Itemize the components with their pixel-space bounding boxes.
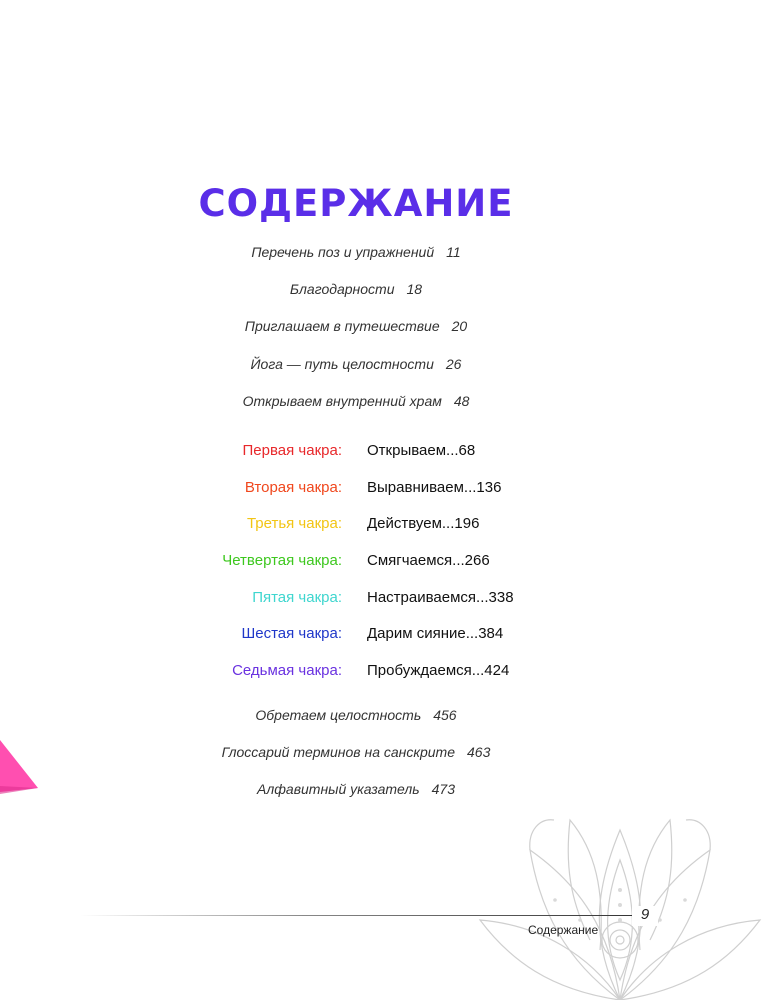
toc-entry-label: Приглашаем в путешествие (244, 318, 440, 334)
chakra-name: Первая чакра: (242, 442, 342, 459)
chakra-chapter: Дарим сияние...384 (367, 625, 504, 642)
toc-entry-page: 473 (431, 781, 455, 797)
chakra-chapter: Настраиваемся...338 (367, 589, 514, 606)
footer-divider (80, 915, 640, 916)
mandala-ornament (470, 790, 762, 1000)
toc-entry-label: Благодарности (289, 281, 395, 297)
toc-entry[interactable] (0, 244, 712, 260)
toc-entry-label: Перечень поз и упражнений (251, 244, 435, 260)
toc-entry[interactable] (0, 393, 712, 409)
toc-entry-label: Открываем внутренний храм (242, 393, 442, 409)
chakra-entry-1[interactable] (0, 442, 762, 462)
chakra-entry-6[interactable] (0, 625, 762, 645)
toc-entry[interactable] (0, 707, 712, 723)
toc-entry-page: 456 (433, 707, 457, 723)
chakra-name: Четвертая чакра: (222, 552, 342, 569)
chakra-entry-5[interactable] (0, 589, 762, 609)
toc-entry-page: 463 (467, 744, 491, 760)
toc-entry-label: Глоссарий терминов на санскрите (221, 744, 455, 760)
toc-entry[interactable] (0, 744, 712, 760)
pink-triangle-decoration (0, 730, 42, 800)
chakra-chapter: Выравниваем...136 (367, 479, 502, 496)
chakra-name: Шестая чакра: (241, 625, 342, 642)
chakra-name: Третья чакра: (246, 515, 342, 532)
chakra-entry-3[interactable] (0, 515, 762, 535)
toc-entry[interactable] (0, 318, 712, 334)
chakra-entry-4[interactable] (0, 552, 762, 572)
chakra-name: Пятая чакра: (252, 589, 342, 606)
chakra-entry-2[interactable] (0, 479, 762, 499)
running-footer: Содержание (528, 923, 599, 937)
page-number: 9 (632, 906, 658, 926)
toc-entry-label: Обретаем целостность (255, 707, 422, 723)
toc-entry-page: 26 (445, 356, 462, 372)
chakra-chapter: Пробуждаемся...424 (367, 662, 510, 679)
toc-entry-page: 20 (451, 318, 468, 334)
toc-entry-page: 11 (446, 244, 461, 260)
toc-entry[interactable] (0, 281, 712, 297)
chakra-entry-7[interactable] (0, 662, 762, 682)
chakra-name: Вторая чакра: (244, 479, 342, 496)
chakra-name: Седьмая чакра: (232, 662, 342, 679)
chakra-chapter: Открываем...68 (367, 442, 476, 459)
toc-entry[interactable] (0, 356, 712, 372)
page-title: СОДЕРЖАНИЕ (198, 182, 514, 225)
toc-entry-label: Йога — путь целостности (250, 356, 434, 372)
toc-entry-page: 18 (406, 281, 423, 297)
toc-entry-page: 48 (453, 393, 470, 409)
chakra-chapter: Действуем...196 (367, 515, 480, 532)
toc-entry-label: Алфавитный указатель (257, 781, 420, 797)
chakra-chapter: Смягчаемся...266 (367, 552, 490, 569)
